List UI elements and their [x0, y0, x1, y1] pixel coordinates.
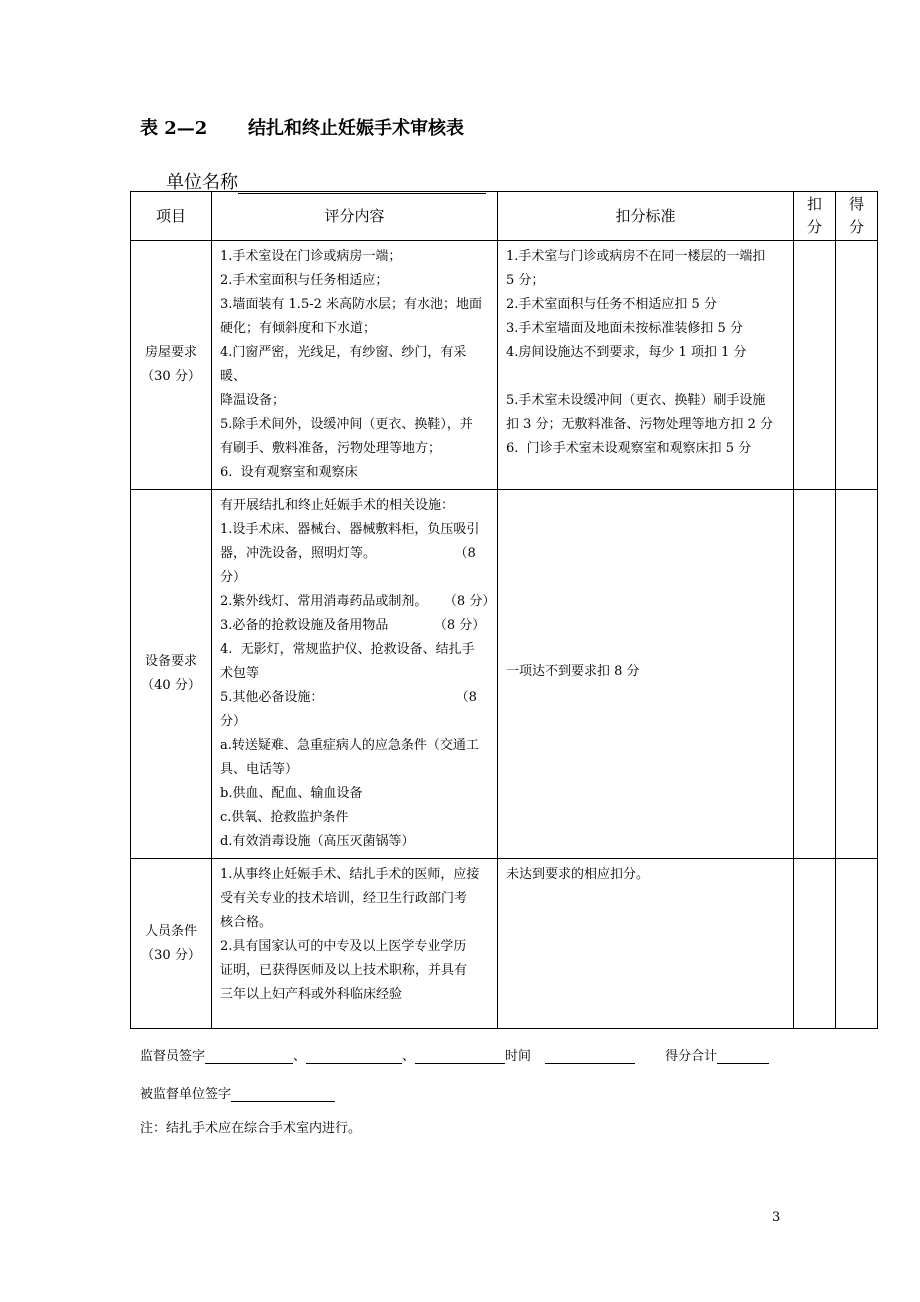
table-row: [131, 241, 878, 490]
page-title: 结扎和终止妊娠手术审核表: [248, 118, 464, 139]
header-deduction-standard: 扣分标准: [498, 192, 794, 241]
deduction-line: 5 分；: [506, 273, 545, 288]
table-header-row: [131, 192, 878, 241]
content-line: 三年以上妇产科或外科临床经验: [220, 987, 403, 1002]
content-line: 4. 无影灯，常规监护仪、抢救设备、结扎手: [220, 642, 475, 657]
content-line: 分）: [220, 570, 247, 585]
content-line: 硬化；有倾斜度和下水道；: [220, 321, 377, 336]
header-item: 项目: [131, 192, 212, 241]
unit-signature-blank[interactable]: [231, 1086, 335, 1102]
header-deducted: 扣 分: [794, 192, 836, 241]
content-cell: [212, 490, 498, 859]
content-line: 4.门窗严密，光线足，有纱窗、纱门，有采暖、: [220, 345, 467, 384]
unit-signature-label: 被监督单位签字: [140, 1087, 232, 1102]
content-line: 2.手术室面积与任务相适应；: [220, 273, 389, 288]
separator: 、: [402, 1049, 416, 1064]
content-line: 受有关专业的技术培训，经卫生行政部门考: [220, 891, 468, 906]
content-line: 6. 设有观察室和观察床: [220, 465, 358, 480]
deduction-cell: [498, 490, 794, 859]
table-number: 表 2—2: [140, 118, 208, 139]
audit-table: [130, 191, 878, 1029]
score-cell[interactable]: [836, 859, 878, 1029]
content-line: 3.必备的抢救设施及备用物品 （8 分）: [220, 618, 486, 633]
deduction-line: 扣 3 分；无敷料准备、污物处理等地方扣 2 分: [506, 417, 774, 432]
content-line: c.供氧、抢救监护条件: [220, 810, 349, 825]
unit-signature-row: [140, 1083, 335, 1102]
content-line: 分）: [220, 714, 247, 729]
content-line: 1.从事终止妊娠手术、结扎手术的医师，应接: [220, 867, 480, 882]
deducted-score-cell[interactable]: [794, 241, 836, 490]
time-label: 时间: [505, 1049, 532, 1064]
table-row: [131, 859, 878, 1029]
content-line: 2.具有国家认可的中专及以上医学专业学历: [220, 939, 467, 954]
time-blank[interactable]: [545, 1048, 635, 1064]
deduction-line: 2.手术室面积与任务不相适应扣 5 分: [506, 297, 717, 312]
header-content: 评分内容: [212, 192, 498, 241]
content-line: a.转送疑难、急重症病人的应急条件（交通工: [220, 738, 479, 753]
content-line: 5.除手术间外，设缓冲间（更衣、换鞋），并: [220, 417, 473, 432]
header-score: 得 分: [836, 192, 878, 241]
supervisor-signature-blank-3[interactable]: [415, 1048, 505, 1064]
content-line: 3.墙面装有 1.5-2 米高防水层；有水池；地面: [220, 297, 483, 312]
content-line: 具、电话等）: [220, 762, 299, 777]
score-cell[interactable]: [836, 241, 878, 490]
deduction-line: 6. 门诊手术室未设观察室和观察床扣 5 分: [506, 441, 752, 456]
deduction-cell: [498, 241, 794, 490]
deduction-line: 未达到要求的相应扣分。: [506, 867, 650, 882]
deducted-score-cell[interactable]: [794, 490, 836, 859]
deduction-line: 一项达不到要求扣 8 分: [506, 664, 640, 679]
content-line: 1.设手术床、器械台、器械敷料柜，负压吸引: [220, 522, 480, 537]
deduction-line: 4.房间设施达不到要求，每少 1 项扣 1 分: [506, 345, 747, 360]
unit-name-label: 单位名称: [166, 172, 238, 193]
category-cell: 设备要求 （40 分）: [131, 490, 212, 859]
total-score-blank[interactable]: [717, 1048, 769, 1064]
content-line: 器，冲洗设备，照明灯等。 （8: [220, 546, 476, 561]
content-line: 5.其他必备设施： （8: [220, 690, 477, 705]
content-line: 术包等: [220, 666, 260, 681]
category-cell: 人员条件 （30 分）: [131, 859, 212, 1029]
supervisor-signature-blank-2[interactable]: [306, 1048, 402, 1064]
content-cell: [212, 859, 498, 1029]
deduction-line: 1.手术室与门诊或病房不在同一楼层的一端扣: [506, 249, 766, 264]
category-cell: 房屋要求 （30 分）: [131, 241, 212, 490]
deduction-line-spacer: [506, 365, 786, 389]
content-line: 有刷手、敷料准备，污物处理等地方；: [220, 441, 442, 456]
content-line: 核合格。: [220, 915, 273, 930]
separator: 、: [293, 1049, 307, 1064]
content-cell: [212, 241, 498, 490]
total-score-label: 得分合计: [665, 1049, 718, 1064]
page-number: 3: [772, 1210, 781, 1225]
deduction-line: 5.手术室未设缓冲间（更衣、换鞋）刷手设施: [506, 393, 766, 408]
content-line: 证明，已获得医师及以上技术职称，并具有: [220, 963, 468, 978]
supervisor-signature-label: 监督员签字: [140, 1049, 206, 1064]
content-line: b.供血、配血、输血设备: [220, 786, 363, 801]
deducted-score-cell[interactable]: [794, 859, 836, 1029]
deduction-line: 3.手术室墙面及地面未按标准装修扣 5 分: [506, 321, 743, 336]
supervisor-signature-row: [140, 1045, 769, 1064]
content-line: 有开展结扎和终止妊娠手术的相关设施：: [220, 498, 455, 513]
score-cell[interactable]: [836, 490, 878, 859]
content-line: d.有效消毒设施（高压灭菌锅等）: [220, 834, 415, 849]
deduction-cell: [498, 859, 794, 1029]
content-line: 2.紫外线灯、常用消毒药品或制剂。 （8 分）: [220, 594, 496, 609]
content-line: 1.手术室设在门诊或病房一端；: [220, 249, 402, 264]
supervisor-signature-blank-1[interactable]: [205, 1048, 293, 1064]
content-line: 降温设备；: [220, 393, 286, 408]
footnote: 注：结扎手术应在综合手术室内进行。: [140, 1121, 362, 1136]
table-row: [131, 490, 878, 859]
